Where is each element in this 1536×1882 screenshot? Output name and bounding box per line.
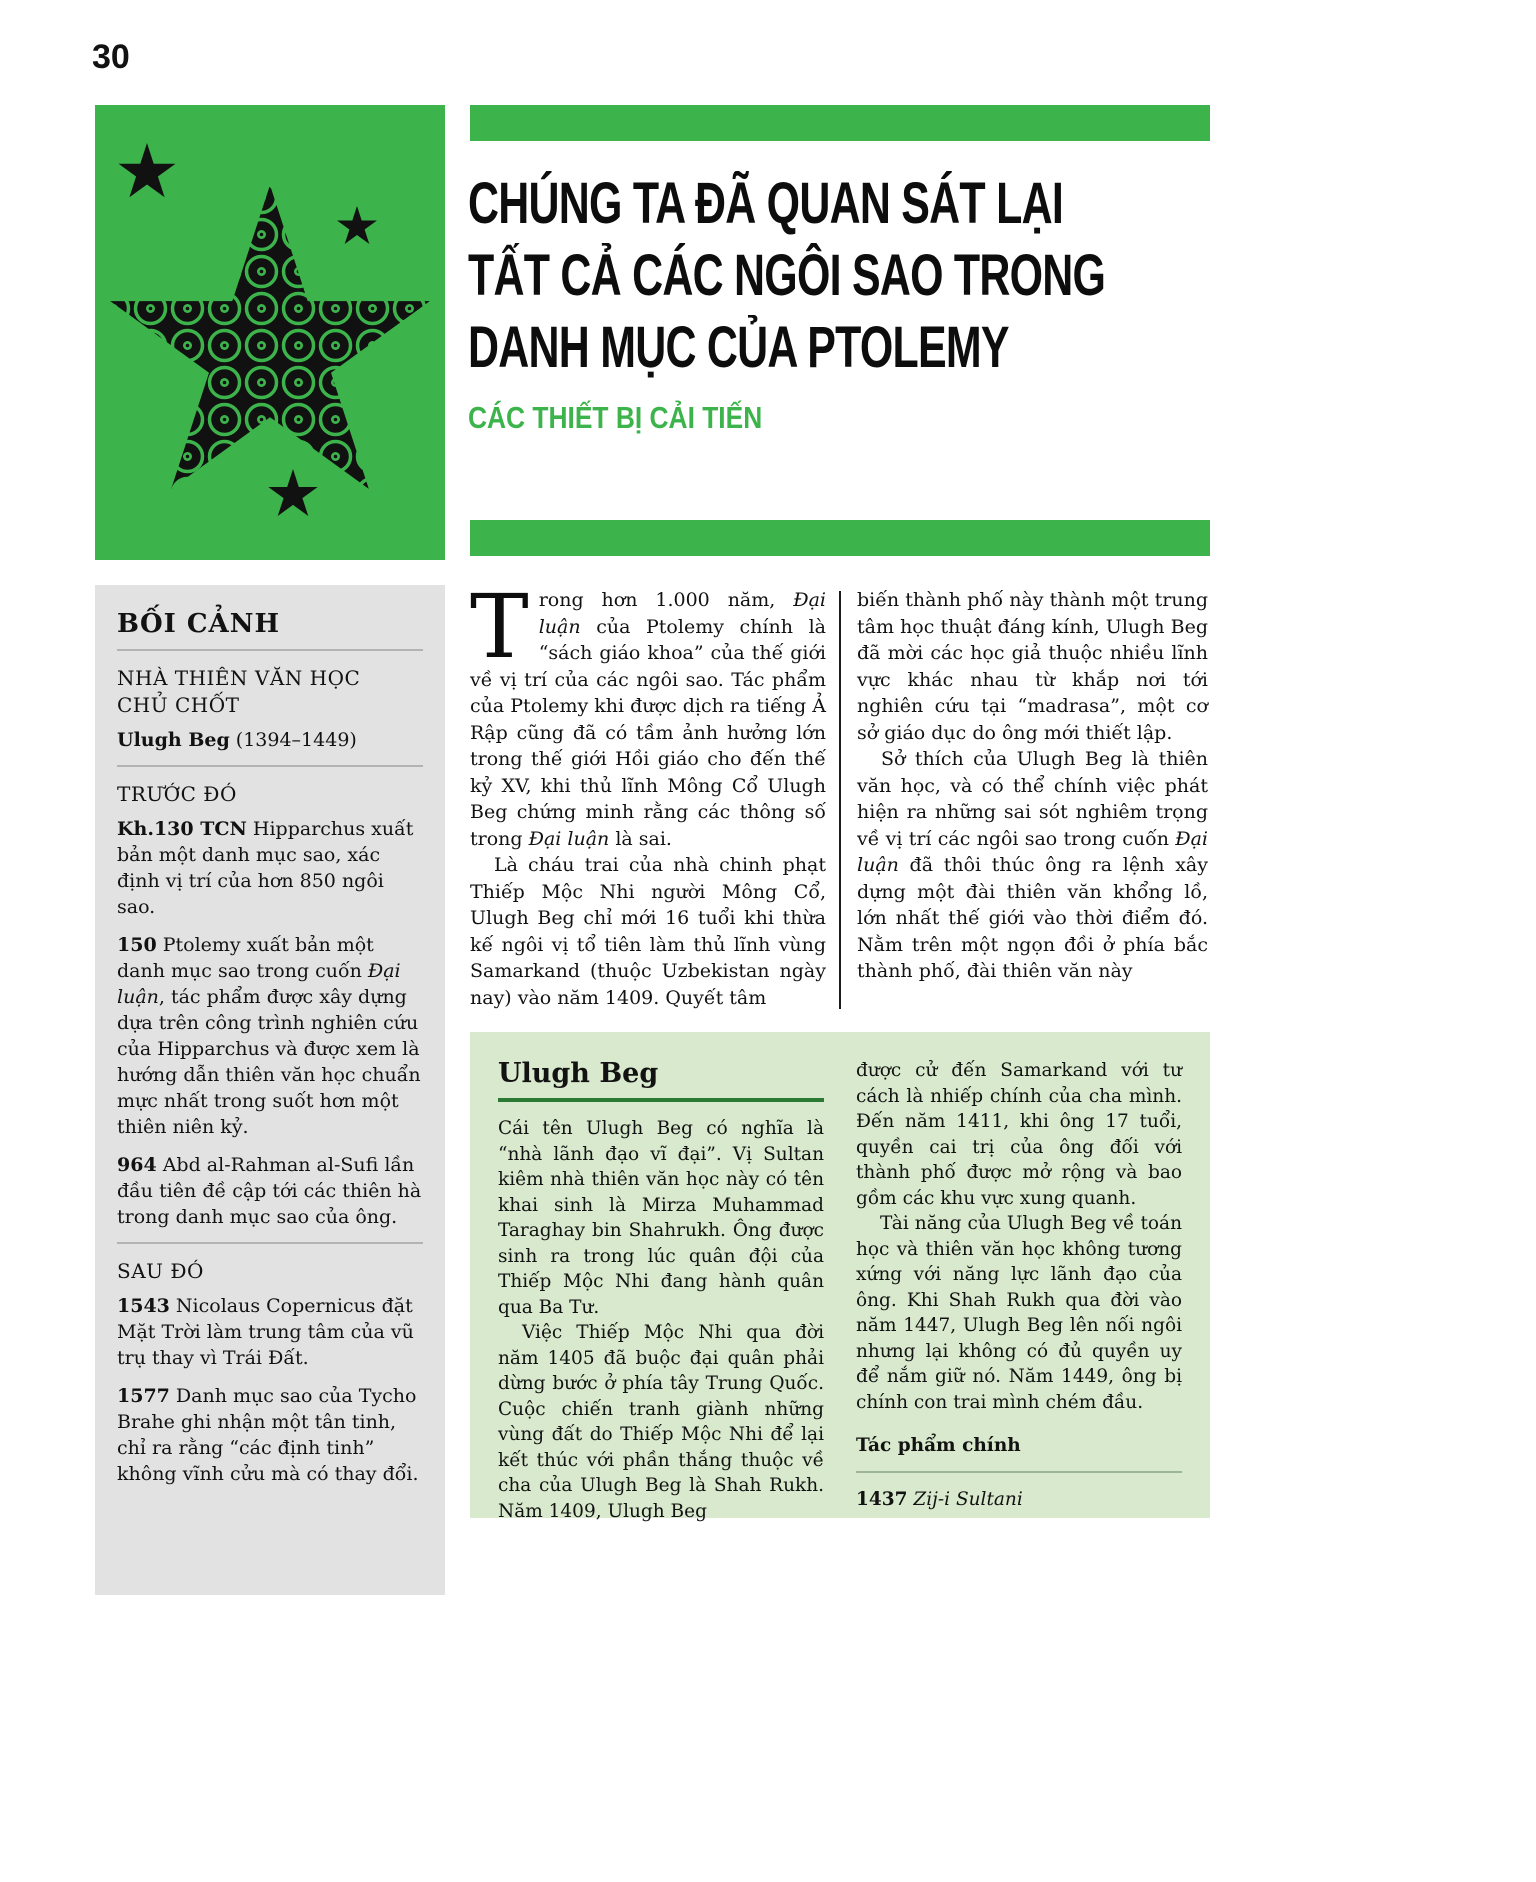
after-label: SAU ĐÓ: [117, 1259, 204, 1283]
timeline-item: 150 Ptolemy xuất bản một danh mục sao trong cuốn Đại luận, tác phẩm được xây dựng dựa trên công trình nghiên cứu của Hipparchus và được xem là hướng dẫn thiên văn học chuẩn mực nhất trong suốt hơn một thiên niên kỷ.: [117, 934, 421, 1138]
halftone-star-art: [95, 105, 445, 560]
paragraph: Cái tên Ulugh Beg có nghĩa là “nhà lãnh đạo vĩ đại”. Vị Sultan kiêm nhà thiên văn học này có tên khai sinh là Mirza Muhammad Taraghay bin Shahrukh. Ông được sinh ra trong lúc quân đội của Thiếp Mộc Nhi đang hành quân qua Ba Tư.: [498, 1118, 824, 1318]
context-sidebar: [95, 585, 445, 1595]
before-label: TRƯỚC ĐÓ: [117, 782, 237, 806]
paragraph: Là cháu trai của nhà chinh phạt Thiếp Mộc Nhi người Mông Cổ, Ulugh Beg chỉ mới 16 tuổi khi thừa kế ngôi vị tổ tiên làm thủ lĩnh vùng Samarkand (thuộc Uzbekistan ngày nay) vào năm 1409. Quyết tâm: [470, 854, 826, 1009]
header-rule-top: [470, 105, 1210, 141]
body-column-1: [470, 575, 826, 1011]
article-subtitle: CÁC THIẾT BỊ CẢI TIẾN: [468, 400, 763, 435]
body-column-2: [857, 587, 1208, 985]
key-works-divider: [856, 1471, 1182, 1473]
article-title: [468, 168, 1248, 384]
biography-heading-rule: [498, 1098, 824, 1102]
title-line-2: TẤT CẢ CÁC NGÔI SAO TRONG: [468, 243, 1106, 308]
drop-cap: T: [470, 575, 529, 678]
paragraph-text: rong hơn 1.000 năm, Đại luận của Ptolemy chính là “sách giáo khoa” của thế giới về vị trí của các ngôi sao. Tác phẩm của Ptolemy khi được dịch ra tiếng Ả Rập cũng đã có tầm ảnh hưởng lớn trong thế giới Hồi giáo cho đến thế kỷ XV, khi thủ lĩnh Mông Cổ Ulugh Beg chứng minh rằng các thông số trong Đại luận là sai.: [470, 589, 826, 850]
biography-column-1: [498, 1058, 824, 1522]
section-divider: [117, 765, 423, 767]
title-line-1: CHÚNG TA ĐÃ QUAN SÁT LẠI: [468, 171, 1064, 236]
page-number: 30: [92, 38, 130, 76]
timeline-item: 1543 Nicolaus Copernicus đặt Mặt Trời làm trung tâm của vũ trụ thay vì Trái Đất.: [117, 1295, 414, 1369]
biography-box: [470, 1032, 1210, 1522]
paragraph: Tài năng của Ulugh Beg về toán học và thiên văn học không tương xứng với năng lực lãnh đạo của ông. Khi Shah Rukh qua đời vào năm 1447, Ulugh Beg lên nối ngôi nhưng lại không có đủ quyền uy để nắm giữ nó. Năm 1449, ông bị chính con trai mình chém đầu.: [856, 1213, 1182, 1413]
paragraph: Sở thích của Ulugh Beg là thiên văn học, và có thể chính việc phát hiện ra những sai sót nghiêm trọng về vị trí các ngôi sao trong cuốn Đại luận đã thôi thúc ông ra lệnh xây dựng một đài thiên văn khổng lồ, lớn nhất thế giới vào thời điểm đó. Nằm trên một ngọn đồi ở phía bắc thành phố, đài thiên văn này: [857, 748, 1208, 982]
paragraph: được cử đến Samarkand với tư cách là nhiếp chính của cha mình. Đến năm 1411, khi ông 17 tuổi, quyền cai trị của ông đối với thành phố được mở rộng và bao gồm các khu vực xung quanh.: [856, 1060, 1182, 1209]
key-figure: Ulugh Beg (1394–1449): [117, 729, 357, 751]
paragraph: biến thành phố này thành một trung tâm học thuật đáng kính, Ulugh Beg đã mời các học giả thuộc nhiều lĩnh vực khác nhau từ khắp nơi tới nghiên cứu tại “madrasa”, một cơ sở giáo dục do ông mới thiết lập.: [857, 589, 1208, 744]
key-figure-label: NHÀ THIÊN VĂN HỌC CHỦ CHỐT: [117, 666, 361, 717]
sidebar-heading: BỐI CẢNH: [117, 609, 281, 639]
timeline-item: Kh.130 TCN Hipparchus xuất bản một danh mục sao, xác định vị trí của hơn 850 ngôi sao.: [117, 818, 414, 918]
timeline-item: 964 Abd al-Rahman al-Sufi lần đầu tiên đề cập tới các thiên hà trong danh mục sao của ông.: [117, 1154, 422, 1228]
paragraph: [470, 575, 826, 852]
biography-column-2: [856, 1058, 1182, 1510]
hero-illustration: [95, 105, 445, 560]
column-divider: [839, 591, 841, 1009]
key-works-entry: 1437 Zij-i Sultani: [856, 1488, 1023, 1510]
section-divider: [117, 649, 423, 651]
header-rule-bottom: [470, 520, 1210, 556]
biography-heading: Ulugh Beg: [498, 1058, 659, 1089]
paragraph: Việc Thiếp Mộc Nhi qua đời năm 1405 đã buộc đại quân phải dừng bước ở phía tây Trung Quốc. Cuộc chiến tranh giành những vùng đất do Thiếp Mộc Nhi để lại kết thúc với phần thắng thuộc về cha của Ulugh Beg là Shah Rukh. Năm 1409, Ulugh Beg: [498, 1322, 824, 1522]
section-divider: [117, 1242, 423, 1244]
title-line-3: DANH MỤC CỦA PTOLEMY: [468, 315, 1009, 380]
timeline-item: 1577 Danh mục sao của Tycho Brahe ghi nhận một tân tinh, chỉ ra rằng “các định tinh” không vĩnh cửu mà có thay đổi.: [117, 1385, 419, 1485]
key-works-heading: Tác phẩm chính: [856, 1435, 1021, 1456]
